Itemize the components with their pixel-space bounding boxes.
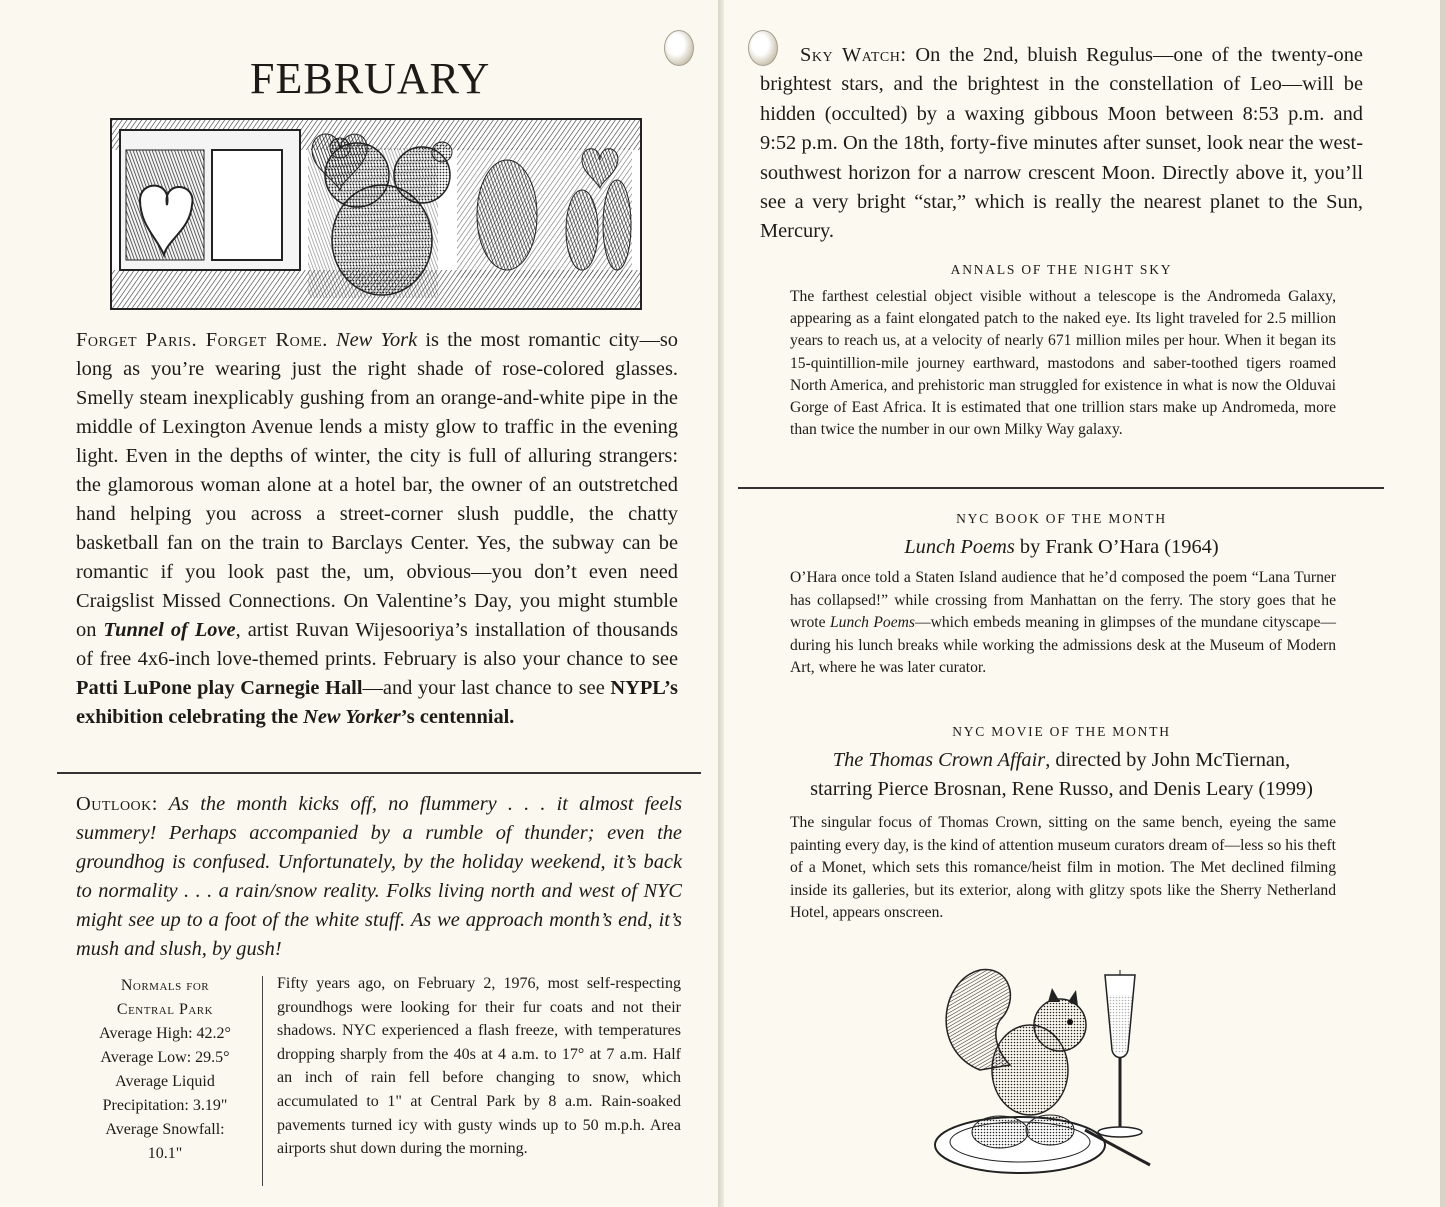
normals-heading-1: Normals for (120, 977, 210, 994)
history-paragraph: Fifty years ago, on February 2, 1976, most self-respecting groundhogs were looking for their fur coats and not their shadows. NYC experienced a flash freeze, with temperatures dropping sharply from the 40s at 4 a.m. to 17° at 7 a.m. Half an inch of rain fell before changing to snow, which accumulated to 1" at Central Park by 8 a.m. Rain-soaked pavements turned icy with gusty winds up to 50 m.p.h. Area airports shut down during the morning. (277, 975, 681, 1158)
intro-paragraph (76, 326, 678, 732)
book-paragraph (790, 567, 1336, 680)
book-text-title: Lunch Poems (829, 614, 915, 632)
movie-title-cast: starring Pierce Brosnan, Rene Russo, and Denis Leary (1999) (810, 778, 1313, 800)
intro-lead: Forget Paris. Forget Rome. (76, 329, 328, 351)
binder-hole (664, 30, 694, 66)
annals-heading: ANNALS OF THE NIGHT SKY (950, 262, 1173, 277)
average-snowfall-value: 10.1" (147, 1145, 183, 1162)
centennial-text: ’s centennial. (400, 706, 515, 728)
column-rule (262, 976, 263, 1186)
skywatch-paragraph (760, 41, 1363, 247)
book-text-1: O’Hara once told a Staten Island audience that he’d composed the poem “Lana Turner has collapsed!” while crossing from Manhattan on the ferry. The story goes that he wrote (790, 569, 1336, 632)
movie-heading: NYC MOVIE OF THE MONTH (952, 724, 1171, 739)
normals-heading-2: Central Park (116, 1001, 214, 1018)
average-precip-label: Average Liquid (115, 1073, 215, 1090)
book-text-2: —which embeds meaning in glimpses of the mundane cityscape—during his lunch breaks while working the admissions desk at the Museum of Modern Art, where he was later curator. (790, 614, 1336, 677)
intro-space (328, 329, 336, 351)
intro-text-2: , artist Ruvan Wijesooriya’s installation of thousands of free 4x6-inch love-themed prints. February is also your chance to see (76, 619, 678, 670)
movie-title-director: , directed by John McTiernan, (1045, 749, 1291, 771)
subway-valentine-illustration (110, 118, 642, 310)
intro-text-1: is the most romantic city—so long as you’re wearing just the right shade of rose-colored glasses. Smelly steam inexplicably gushing from an orange-and-white pipe in the middle of Lexington Avenue lends a misty glow to traffic in the evening light. Even in the depths of winter, the city is full of alluring strangers: the glamorous woman alone at a hotel bar, the owner of an outstretched hand helping you across a street-corner slush puddle, the chatty basketball fan on the train to Barclays Center. Yes, the subway can be romantic if you look past the, um, obvious—you don’t even need Craigslist Missed Connections. On Valentine’s Day, you might stumble on (76, 329, 678, 641)
central-park-normals (84, 974, 246, 1166)
average-precip-value: Precipitation: 3.19" (102, 1097, 228, 1114)
annals-paragraph: The farthest celestial object visible without a telescope is the Andromeda Galaxy, appearing as a faint elongated patch to the naked eye. Its light traveled for 2.5 million years to reach us, at a velocity of nearly 671 million miles per hour. When it began its 15-quintillion-mile journey earthward, mastodons and saber-toothed tigers roamed North America, and prehistoric man struggled for existence in what is now the Olduvai Gorge of East Africa. It is estimated that one trillion stars make up Andromeda, more than twice the number in our own Milky Way galaxy. (790, 288, 1336, 439)
book-title (760, 533, 1363, 561)
outlook-paragraph (76, 790, 682, 964)
page-edge (1440, 0, 1445, 1207)
book-title-name: Lunch Poems (904, 536, 1015, 558)
intro-new-york: New York (336, 329, 418, 351)
skywatch-text: On the 2nd, bluish Regulus—one of the twenty-one brightest stars, and the brightest in the constellation of Leo—will be hidden (occulted) by a waxing gibbous Moon between 8:53 p.m. and 9:52 p.m. On the 18th, forty-five minutes after sunset, look near the west-southwest horizon for a narrow crescent Moon. Directly above it, you’ll see a very bright “star,” which is really the nearest planet to the Sun, Mercury. (760, 44, 1363, 243)
book-heading: NYC BOOK OF THE MONTH (956, 511, 1167, 526)
movie-title (760, 746, 1363, 804)
patti-lupone-event: Patti LuPone play Carnegie Hall (76, 677, 363, 699)
new-yorker-title: New Yorker (303, 706, 401, 728)
book-title-author: by Frank O’Hara (1964) (1014, 536, 1219, 558)
tunnel-of-love-title: Tunnel of Love (103, 619, 236, 641)
skywatch-label: Sky Watch: (800, 44, 907, 66)
intro-text-3: —and your last chance to see (362, 677, 611, 699)
section-divider (57, 772, 701, 774)
nypl-exhibition: NYPL’s exhibition celebrating the (76, 677, 678, 728)
average-low: Average Low: 29.5° (100, 1049, 230, 1066)
section-divider (738, 487, 1384, 489)
average-high: Average High: 42.2° (99, 1025, 231, 1042)
squirrel-champagne-illustration (920, 960, 1175, 1185)
movie-paragraph: The singular focus of Thomas Crown, sitting on the same bench, eyeing the same painting every day, is the kind of attention museum curators dream of—less so his theft of a Monet, which sets this romance/heist film in motion. The Met declined filming inside its galleries, but its exterior, along with glitzy spots like the Sherry Netherland Hotel, appears onscreen. (790, 814, 1336, 922)
movie-title-name: The Thomas Crown Affair (832, 749, 1046, 771)
outlook-text: As the month kicks off, no flummery . . . it almost feels summery! Perhaps accompanied by a rumble of thunder; even the groundhog is confused. Unfortunately, by the holiday weekend, it’s back to normality . . . a rain/snow reality. Folks living north and west of NYC might see up to a foot of the white stuff. As we approach month’s end, it’s mush and slush, by gush! (76, 793, 682, 960)
outlook-label: Outlook: (76, 793, 158, 815)
average-snowfall-label: Average Snowfall: (105, 1121, 225, 1138)
page-title: FEBRUARY (250, 54, 491, 103)
